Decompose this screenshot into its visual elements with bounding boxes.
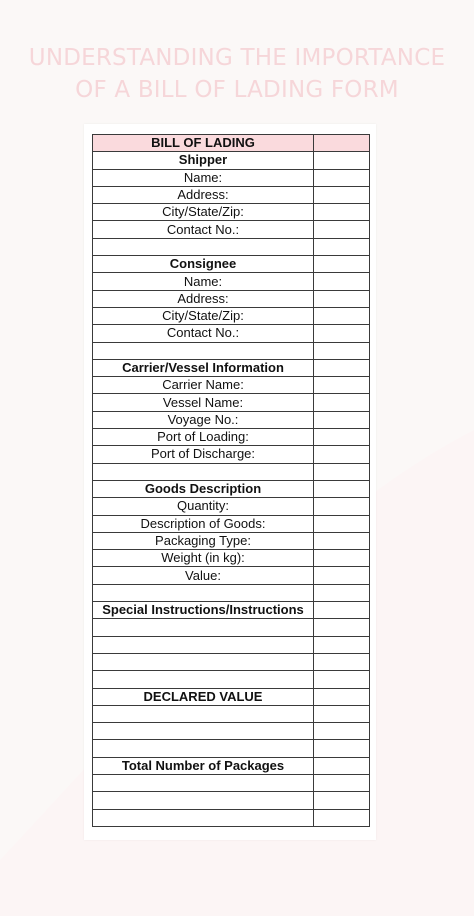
blank-label-cell	[93, 774, 314, 791]
form-row	[93, 567, 370, 584]
field-value-cell	[314, 256, 370, 273]
form-row	[93, 446, 370, 463]
form-row	[93, 671, 370, 688]
field-value-cell[interactable]	[314, 394, 370, 411]
blank-label-cell	[93, 809, 314, 826]
field-label-cell: Packaging Type:	[93, 532, 314, 549]
field-value-cell	[314, 238, 370, 255]
form-row	[93, 757, 370, 774]
bill-of-lading-table	[92, 134, 370, 827]
form-row	[93, 342, 370, 359]
field-label-cell: City/State/Zip:	[93, 307, 314, 324]
form-row	[93, 238, 370, 255]
field-value-cell	[314, 774, 370, 791]
form-row	[93, 636, 370, 653]
section-heading-cell: Shipper	[93, 152, 314, 169]
blank-label-cell	[93, 740, 314, 757]
blank-label-cell	[93, 792, 314, 809]
form-row	[93, 723, 370, 740]
field-value-cell	[314, 723, 370, 740]
field-value-cell[interactable]	[314, 515, 370, 532]
form-row	[93, 602, 370, 619]
field-value-cell	[314, 463, 370, 480]
blank-label-cell	[93, 342, 314, 359]
field-label-cell: Contact No.:	[93, 221, 314, 238]
field-value-cell	[314, 705, 370, 722]
section-heading-cell: Goods Description	[93, 480, 314, 497]
field-value-cell[interactable]	[314, 290, 370, 307]
form-row	[93, 740, 370, 757]
field-label-cell: Port of Discharge:	[93, 446, 314, 463]
field-value-cell[interactable]	[314, 204, 370, 221]
page-title	[0, 42, 474, 106]
form-row	[93, 256, 370, 273]
form-row	[93, 307, 370, 324]
field-value-cell[interactable]	[314, 169, 370, 186]
field-value-cell[interactable]	[314, 498, 370, 515]
field-label-cell: Voyage No.:	[93, 411, 314, 428]
field-value-cell	[314, 757, 370, 774]
section-heading-cell: Special Instructions/Instructions	[93, 602, 314, 619]
field-label-cell: Port of Loading:	[93, 429, 314, 446]
form-row	[93, 290, 370, 307]
form-row	[93, 550, 370, 567]
field-value-cell	[314, 792, 370, 809]
form-row	[93, 377, 370, 394]
form-row	[93, 463, 370, 480]
field-value-cell[interactable]	[314, 429, 370, 446]
field-value-cell[interactable]	[314, 273, 370, 290]
field-label-cell: Address:	[93, 290, 314, 307]
field-value-cell	[314, 619, 370, 636]
blank-label-cell	[93, 619, 314, 636]
blank-label-cell	[93, 584, 314, 601]
blank-label-cell	[93, 671, 314, 688]
form-row	[93, 515, 370, 532]
field-label-cell: Address:	[93, 186, 314, 203]
field-label-cell: Name:	[93, 169, 314, 186]
field-value-cell	[314, 740, 370, 757]
form-header-row	[93, 135, 370, 152]
field-value-cell[interactable]	[314, 411, 370, 428]
field-value-cell[interactable]	[314, 532, 370, 549]
form-row	[93, 480, 370, 497]
section-heading-cell: Consignee	[93, 256, 314, 273]
form-row	[93, 186, 370, 203]
field-value-cell[interactable]	[314, 307, 370, 324]
form-row	[93, 325, 370, 342]
form-row	[93, 584, 370, 601]
form-row	[93, 359, 370, 376]
blank-label-cell	[93, 238, 314, 255]
field-value-cell	[314, 636, 370, 653]
form-row	[93, 809, 370, 826]
field-value-cell[interactable]	[314, 186, 370, 203]
form-row	[93, 169, 370, 186]
field-label-cell: Value:	[93, 567, 314, 584]
field-value-cell[interactable]	[314, 325, 370, 342]
form-row	[93, 221, 370, 238]
blank-label-cell	[93, 463, 314, 480]
blank-label-cell	[93, 723, 314, 740]
field-label-cell: City/State/Zip:	[93, 204, 314, 221]
field-value-cell	[314, 688, 370, 705]
field-value-cell	[314, 602, 370, 619]
field-label-cell: Description of Goods:	[93, 515, 314, 532]
field-value-cell[interactable]	[314, 446, 370, 463]
field-value-cell[interactable]	[314, 377, 370, 394]
form-title-cell: BILL OF LADING	[93, 135, 314, 152]
field-label-cell: Carrier Name:	[93, 377, 314, 394]
form-row	[93, 152, 370, 169]
field-label-cell: Vessel Name:	[93, 394, 314, 411]
form-row	[93, 705, 370, 722]
field-label-cell: Contact No.:	[93, 325, 314, 342]
section-heading-cell: Total Number of Packages	[93, 757, 314, 774]
field-value-cell[interactable]	[314, 221, 370, 238]
section-heading-cell: DECLARED VALUE	[93, 688, 314, 705]
form-row	[93, 774, 370, 791]
form-row	[93, 273, 370, 290]
field-value-cell	[314, 135, 370, 152]
field-value-cell[interactable]	[314, 550, 370, 567]
blank-label-cell	[93, 636, 314, 653]
field-value-cell	[314, 480, 370, 497]
page-title-line-2: OF A BILL OF LADING FORM	[75, 77, 399, 103]
form-row	[93, 653, 370, 670]
blank-label-cell	[93, 653, 314, 670]
form-row	[93, 498, 370, 515]
field-value-cell	[314, 359, 370, 376]
field-value-cell	[314, 342, 370, 359]
form-row	[93, 204, 370, 221]
form-row	[93, 532, 370, 549]
field-label-cell: Name:	[93, 273, 314, 290]
field-value-cell	[314, 584, 370, 601]
field-value-cell	[314, 809, 370, 826]
form-row	[93, 619, 370, 636]
page-title-line-1: UNDERSTANDING THE IMPORTANCE	[28, 45, 446, 71]
section-heading-cell: Carrier/Vessel Information	[93, 359, 314, 376]
field-value-cell[interactable]	[314, 567, 370, 584]
form-row	[93, 411, 370, 428]
field-label-cell: Weight (in kg):	[93, 550, 314, 567]
field-label-cell: Quantity:	[93, 498, 314, 515]
bill-of-lading-rows	[93, 135, 370, 827]
field-value-cell	[314, 152, 370, 169]
form-row	[93, 394, 370, 411]
form-row	[93, 688, 370, 705]
form-row	[93, 792, 370, 809]
field-value-cell	[314, 671, 370, 688]
blank-label-cell	[93, 705, 314, 722]
form-row	[93, 429, 370, 446]
field-value-cell	[314, 653, 370, 670]
